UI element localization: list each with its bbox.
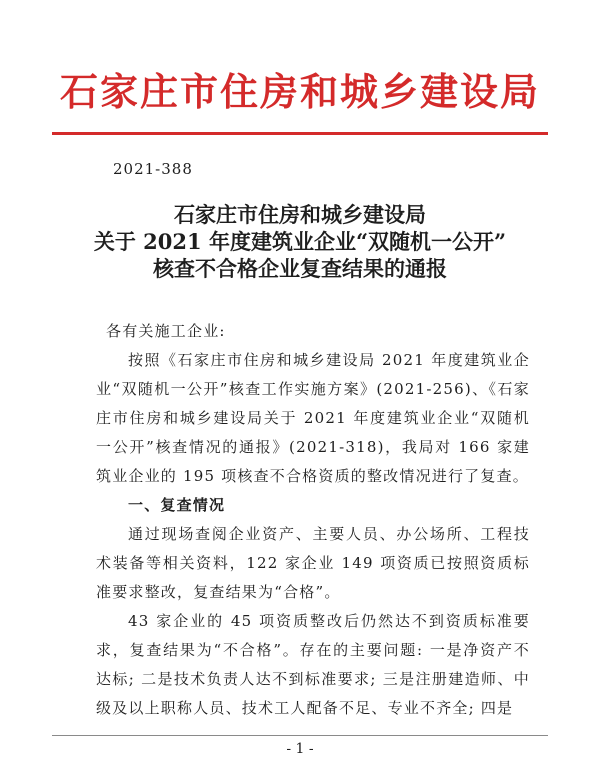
document-number: 2021-388	[113, 160, 193, 178]
document-title	[0, 201, 600, 282]
section-heading-review: 一、复查情况	[128, 496, 226, 514]
title-line-3: 核查不合格企业复查结果的通报	[153, 256, 447, 281]
agency-masthead: 石家庄市住房和城乡建设局	[59, 69, 540, 114]
paragraph-intro: 按照《石家庄市住房和城乡建设局 2021 年度建筑业企业“双随机一公开”核查工作实施方案》(2021-256)、《石家庄市住房和城乡建设局关于 2021 年度建筑业企业“双随机一公开”核查情况的通报》(2021-318)，我局对 166 家建筑业企业的 195 项核查不合格资质的整改情况进行了复查。	[96, 351, 530, 485]
paragraph-qualified: 通过现场查阅企业资产、主要人员、办公场所、工程技术装备等相关资料，122 家企业 149 项资质已按照资质标准要求整改，复查结果为“合格”。	[96, 525, 530, 601]
title-line-1: 石家庄市住房和城乡建设局	[174, 202, 426, 227]
footer-rule	[52, 735, 548, 736]
paragraph-unqualified: 43 家企业的 45 项资质整改后仍然达不到资质标准要求，复查结果为“不合格”。存在的主要问题: 一是净资产不达标; 二是技术负责人达不到标准要求; 三是注册建造师、中级及以上职称人员、技术工人配备不足、专业不齐全; 四是	[96, 612, 530, 717]
page-number: - 1 -	[286, 741, 314, 757]
document-body	[96, 317, 530, 723]
salutation: 各有关施工企业:	[106, 322, 226, 340]
title-line-2: 关于 2021 年度建筑业企业“双随机一公开”	[93, 229, 507, 254]
masthead-red-rule	[52, 132, 548, 135]
